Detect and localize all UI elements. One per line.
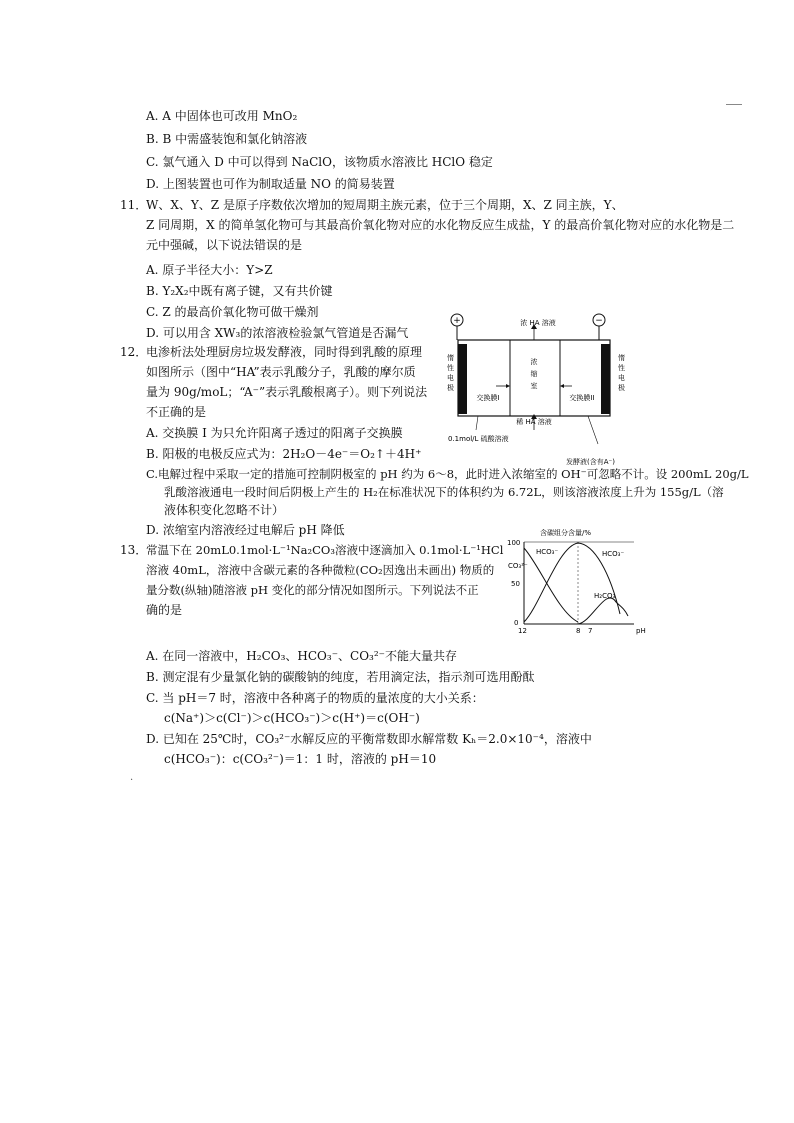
q12-stem-line1: 电渗析法处理厨房垃圾发酵液，同时得到乳酸的原理: [146, 345, 423, 359]
ytick-0: 0: [514, 619, 519, 627]
ytick-50: 50: [511, 580, 520, 588]
anode-sign: +: [453, 316, 461, 326]
curve-h2co3: [578, 598, 628, 624]
label-hco3-right: HCO₃⁻: [602, 550, 625, 558]
q12-stem-line3: 量为 90g/moL；“A⁻”表示乳酸根离子）。则下列说法: [146, 385, 428, 399]
xtick-12: 12: [518, 627, 527, 635]
q10-option-b: B. B 中需盛装饱和氯化钠溶液: [146, 132, 308, 146]
q13-stem-line4: 确的是: [146, 603, 183, 617]
q11-number: 11．: [120, 198, 148, 212]
label-fermentation-broth: 发酵液(含有A⁻): [566, 458, 615, 466]
q11-stem-line3: 元中强碱，以下说法错误的是: [146, 238, 303, 252]
electrodialysis-diagram: [448, 312, 638, 472]
xtick-8: 8: [576, 627, 581, 635]
q11-option-d: D. 可以用含 XW₃的浓溶液检验氯气管道是否漏气: [146, 326, 409, 340]
q11-option-a: A. 原子半径大小：Y>Z: [146, 263, 273, 277]
label-co3: CO₃²⁻: [508, 562, 528, 570]
q12-option-b: B. 阳极的电极反应式为：2H₂O－4e⁻＝O₂↑＋4H⁺: [146, 447, 422, 461]
q12-stem-line4: 不正确的是: [146, 405, 207, 419]
ytick-100: 100: [507, 539, 521, 547]
q13-option-c: C. 当 pH＝7 时，溶液中各种离子的物质的量浓度的大小关系：: [146, 691, 484, 705]
q10-option-c: C. 氯气通入 D 中可以得到 NaClO，该物质水溶液比 HClO 稳定: [146, 155, 493, 169]
q13-option-c-expression: c(Na⁺)＞c(Cl⁻)＞c(HCO₃⁻)＞c(H⁺)＝c(OH⁻): [164, 711, 420, 725]
anode-electrode: [458, 344, 467, 414]
label-left-electrode: 惰性电极: [447, 354, 454, 392]
q11-stem-line1: W、X、Y、Z 是原子序数依次增加的短周期主族元素，位于三个周期，X、Z 同主族，Y、: [146, 198, 624, 212]
q12-option-d: D. 浓缩室内溶液经过电解后 pH 降低: [146, 523, 345, 537]
label-concentrated-ha: 浓 HA 溶液: [520, 319, 556, 327]
q11-stem-line2: Z 同周期，X 的简单氢化物可与其最高价氧化物对应的水化物反应生成盐，Y 的最高价氧化物对应的水化物是二: [146, 218, 735, 232]
label-h2co3: H₂CO₃: [594, 592, 616, 600]
chart-ylabel: 含碳组分含量/%: [540, 529, 592, 537]
carbonate-distribution-chart: [506, 526, 656, 636]
q10-option-d: D. 上图装置也可作为制取适量 NO 的简易装置: [146, 177, 395, 191]
q12-option-c-line2: 乳酸溶液通电一段时间后阴极上产生的 H₂在标准状况下的体积约为 6.72L，则该溶液浓度上升为 155g/L（溶: [164, 485, 724, 499]
q12-stem-line2: 如图所示（图中“HA”表示乳酸分子，乳酸的摩尔质: [146, 365, 416, 379]
q13-option-b: B. 测定混有少量氯化钠的碳酸钠的纯度，若用滴定法，指示剂可选用酚酞: [146, 670, 535, 684]
q10-option-a: A. A 中固体也可改用 MnO₂: [146, 109, 298, 123]
q13-stem-line3: 量分数(纵轴)随溶液 pH 变化的部分情况如图所示。下列说法不正: [146, 583, 479, 597]
label-membrane-2: 交换膜II: [569, 394, 595, 402]
xtick-7: 7: [588, 627, 593, 635]
label-hco3-left: HCO₃⁻: [536, 548, 559, 556]
q11-option-b: B. Y₂X₂中既有离子键，又有共价键: [146, 284, 333, 298]
chart-xlabel: pH: [636, 627, 646, 635]
label-membrane-1: 交换膜I: [476, 394, 500, 402]
label-dilute-ha: 稀 HA 溶液: [516, 418, 552, 426]
label-concentration-room: 浓缩室: [530, 358, 538, 390]
q12-number: 12．: [120, 345, 148, 359]
label-sulfuric-acid: 0.1mol/L 硫酸溶液: [448, 435, 509, 443]
q13-stem-line2: 溶液 40mL，溶液中含碳元素的各种微粒(CO₂因逸出未画出) 物质的: [146, 563, 495, 577]
margin-dot: .: [130, 772, 134, 783]
electrolytic-tank: [458, 340, 610, 416]
cathode-electrode: [601, 344, 610, 414]
q11-option-c: C. Z 的最高价氧化物可做干燥剂: [146, 305, 319, 319]
q13-option-d-expression: c(HCO₃⁻)：c(CO₃²⁻)＝1：1 时，溶液的 pH＝10: [164, 752, 437, 766]
q12-option-c-line1: C.电解过程中采取一定的措施可控制阴极室的 pH 约为 6～8，此时进入浓缩室的 OH⁻可忽略不计。设 200mL 20g/L: [146, 467, 749, 481]
q12-option-c-line3: 液体积变化忽略不计）: [164, 503, 285, 517]
q13-option-a: A. 在同一溶液中，H₂CO₃、HCO₃⁻、CO₃²⁻不能大量共存: [146, 649, 458, 663]
corner-mark: [726, 104, 742, 105]
q12-option-a: A. 交换膜 I 为只允许阳离子透过的阳离子交换膜: [146, 426, 403, 440]
q13-option-d: D. 已知在 25℃时，CO₃²⁻水解反应的平衡常数即水解常数 Kₕ＝2.0×10⁻⁴，溶液中: [146, 732, 592, 746]
q13-stem-line1: 常温下在 20mL0.1mol·L⁻¹Na₂CO₃溶液中逐滴加入 0.1mol·L⁻¹HCl: [146, 543, 504, 557]
label-right-electrode: 惰性电极: [618, 354, 625, 392]
q13-number: 13．: [120, 543, 148, 557]
cathode-sign: −: [595, 316, 603, 326]
